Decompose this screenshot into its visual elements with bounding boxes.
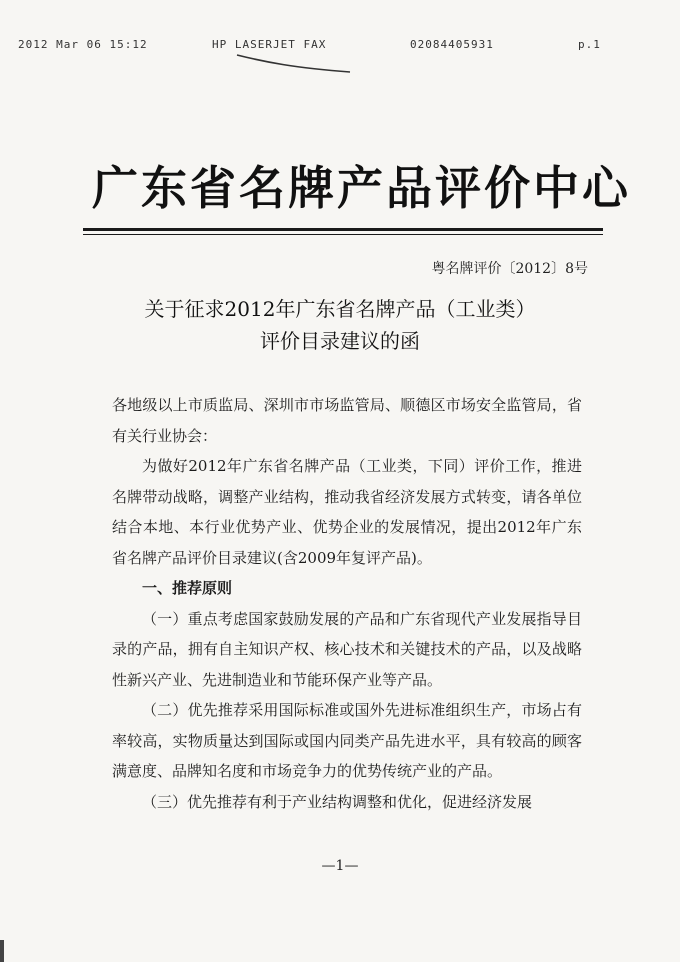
fax-date: 2012 Mar 06 15:12	[18, 38, 148, 51]
document-number: 粤名牌评价〔2012〕8号	[431, 261, 588, 277]
fax-page-indicator: p.1	[578, 38, 601, 51]
letterhead-rule-thin	[83, 234, 603, 235]
fax-number: 02084405931	[410, 38, 494, 51]
principle-item-1: （一）重点考虑国家鼓励发展的产品和广东省现代产业发展指导目录的产品，拥有自主知识产权、核心技术和关键技术的产品，以及战略性新兴产业、先进制造业和节能环保产业等产品。	[112, 609, 582, 689]
page-number: —1—	[321, 858, 359, 874]
fax-device: HP LASERJET FAX	[212, 38, 327, 51]
scan-edge-shadow	[0, 940, 4, 962]
section-heading-principles: 一、推荐原则	[142, 579, 233, 597]
principle-item-2: （二）优先推荐采用国际标准或国外先进标准组织生产，市场占有率较高，实物质量达到国际或国内同类产品先进水平，具有较高的顾客满意度、品牌知名度和市场竞争力的优势传统产业的产品。	[112, 701, 582, 780]
document-title-line2: 评价目录建议的函	[260, 329, 420, 353]
intro-paragraph: 为做好2012年广东省名牌产品（工业类，下同）评价工作，推进名牌带动战略，调整产业结构，推动我省经济发展方式转变，请各单位结合本地、本行业优势产业、优势企业的发展情况，提出2012年广东省名牌产品评价目录建议(含2009年复评产品)。	[112, 457, 582, 567]
document-title-line1: 关于征求2012年广东省名牌产品（工业类）	[144, 297, 536, 321]
pen-stroke-mark	[235, 52, 355, 76]
letterhead-rule-thick	[83, 228, 603, 231]
principle-item-3: （三）优先推荐有利于产业结构调整和优化，促进经济发展	[142, 792, 533, 811]
letterhead-organization: 广东省名牌产品评价中心	[92, 161, 631, 215]
addressee: 各地级以上市质监局、深圳市市场监管局、顺德区市场安全监管局，省有关行业协会：	[112, 396, 582, 445]
document-body	[112, 390, 582, 817]
